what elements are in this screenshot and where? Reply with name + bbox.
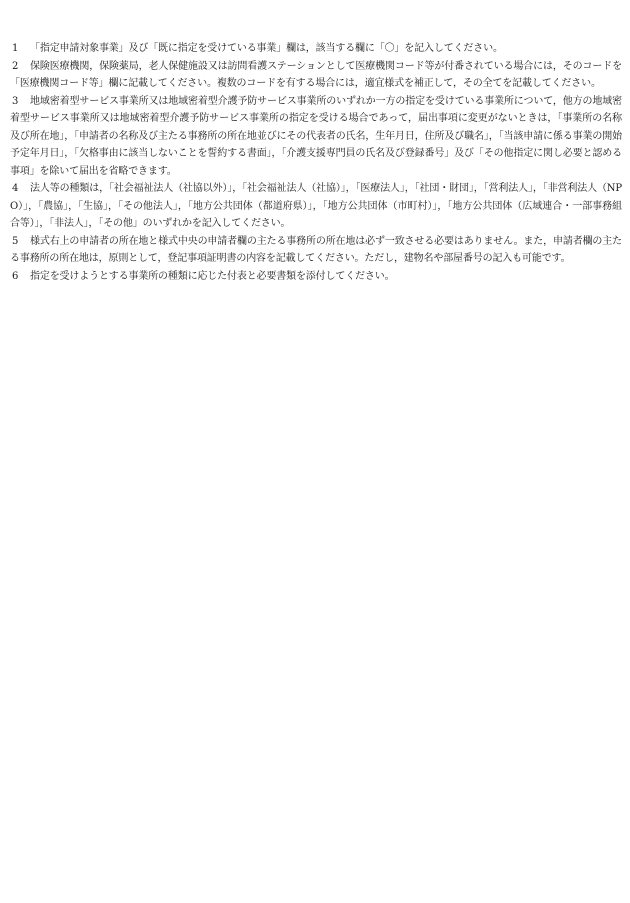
note-text: 「指定申請対象事業」及び「既に指定を受けている事業」欄は，該当する欄に「〇」を記入してください。	[30, 43, 503, 54]
note-item-2	[10, 58, 622, 93]
note-item-1	[10, 40, 622, 58]
note-number: 6	[12, 270, 19, 282]
note-item-3	[10, 93, 622, 181]
note-item-4	[10, 180, 622, 233]
note-number: 2	[12, 60, 19, 72]
note-item-6	[10, 268, 622, 286]
notes-document	[10, 40, 622, 285]
note-number: 5	[12, 235, 19, 247]
note-number: 3	[12, 95, 19, 107]
note-text: 地域密着型サービス事業所又は地域密着型介護予防サービス事業所のいずれか一方の指定を受けている事業所について，他方の地域密着型サービス事業所又は地域密着型介護予防サービス事業所の指定を受ける場合であって，届出事項に変更がないときは，「事業所の名称及び所在地」，「申請者の名称及び主たる事務所の所在地並びにその代表者の氏名，生年月日，住所及び職名」，「当該申請に係る事業の開始予定年月日」，「欠格事由に該当しないことを誓約する書面」，「介護支援専門員の氏名及び登録番号」及び「その他指定に関し必要と認める事項」を除いて届出を省略できます。	[10, 95, 622, 177]
note-text: 様式右上の申請者の所在地と様式中央の申請者欄の主たる事務所の所在地は必ず一致させる必要はありません。また，申請者欄の主たる事務所の所在地は，原則として，登記事項証明書の内容を記載してください。ただし，建物名や部屋番号の記入も可能です。	[10, 235, 622, 264]
note-number: 4	[12, 183, 19, 194]
note-text: 指定を受けようとする事業所の種類に応じた付表と必要書類を添付してください。	[30, 270, 395, 282]
note-text: 法人等の種類は，「社会福祉法人（社協以外）」，「社会福祉法人（社協）」，「医療法人」，「社団・財団」，「営利法人」，「非営利法人（NPO）」，「農協」，「生協」，「その他法人」，「地方公共団体（都道府県）」，「地方公共団体（市町村）」，「地方公共団体（広域連合・一部事務組合等）」，「非法人」，「その他」のいずれかを記入してください。	[10, 183, 622, 229]
note-text: 保険医療機関，保険薬局，老人保健施設又は訪問看護ステーションとして医療機関コード等が付番されている場合には，そのコードを「医療機関コード等」欄に記載してください。複数のコードを有する場合には，適宜様式を補正して，その全てを記載してください。	[10, 60, 622, 89]
note-number: 1	[12, 43, 19, 54]
note-item-5	[10, 233, 622, 268]
